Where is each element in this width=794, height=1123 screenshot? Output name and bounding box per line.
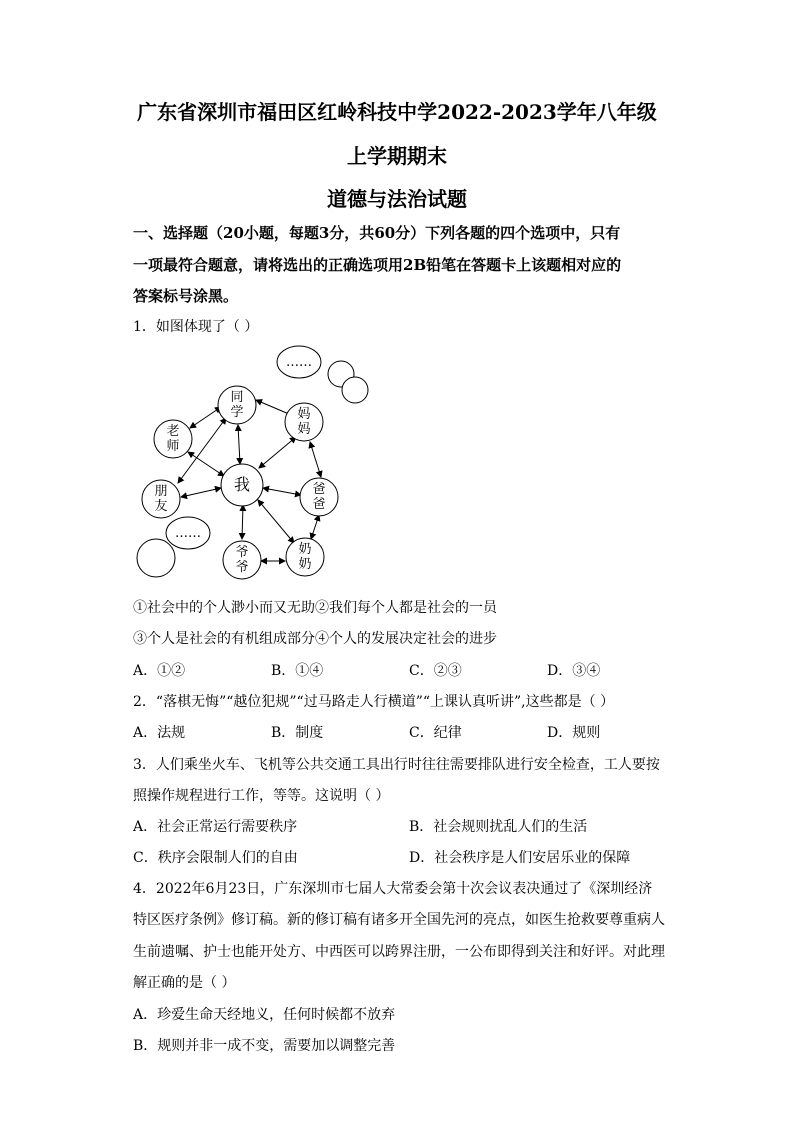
q4-stem-line3: 生前遗嘱、护士也能开处方、中西医可以跨界注册，一公布即得到关注和好评。对此理 (133, 944, 665, 960)
node-tongxue-label: 学 (230, 405, 244, 420)
arrow-wo-pengyou (181, 488, 221, 497)
q3-stem-line1: 3．人们乘坐火车、飞机等公共交通工具出行时往往需要排队进行安全检查，工人要按 (133, 757, 660, 773)
q2-option-b: B．制度 (271, 725, 324, 741)
q4-stem-line4: 解正确的是（ ） (133, 975, 236, 991)
node-yeye-label: 爷 (235, 560, 249, 575)
exam-title-line2: 上学期期末 (347, 144, 447, 168)
node-pengyou-label: 朋 (154, 484, 168, 499)
node-wo-label: 我 (233, 475, 251, 494)
q3-stem-line2: 照操作规程进行工作，等等。这说明（ ） (133, 788, 390, 804)
arrow-wo-baba (263, 488, 301, 495)
q3-option-b: B．社会规则扰乱人们的生活 (409, 819, 588, 835)
section-instruction-line2: 一项最符合题意，请将选出的正确选项用2B铅笔在答题卡上该题相对应的 (133, 256, 622, 274)
q3-option-c: C．秩序会限制人们的自由 (133, 850, 298, 866)
node-laoshi-label: 师 (166, 439, 180, 454)
q1-option-a: A．①② (133, 663, 186, 679)
q4-stem-line1: 4．2022年6月23日，广东深圳市七届人大常委会第十次会议表决通过了《深圳经济 (133, 881, 653, 897)
node-yeye-label: 爷 (235, 545, 249, 560)
q1-statements-line1: ①社会中的个人渺小而又无助②我们每个人都是社会的一员 (133, 600, 497, 616)
relationship-diagram (133, 340, 373, 580)
node-mama-label: 妈 (297, 422, 311, 437)
q1-option-b: B．①④ (271, 663, 324, 679)
arrow-baba-nainai (311, 515, 319, 539)
arrow-wo-nainai (258, 500, 294, 543)
arrow-mama-baba (310, 442, 321, 477)
q1-statements-line2: ③个人是社会的有机组成部分④个人的发展决定社会的进步 (133, 631, 497, 647)
q2-option-c: C．纪律 (409, 725, 462, 741)
node-laoshi-label: 老 (166, 424, 180, 439)
q2-option-d: D．规则 (547, 725, 601, 741)
exam-title-line1: 广东省深圳市福田区红岭科技中学2022-2023学年八年级 (137, 100, 657, 124)
arrow-laoshi-tongxue (190, 407, 221, 428)
arrow-wo-yeye (242, 505, 243, 539)
arrow-wo-tongxue (238, 425, 240, 464)
node-nainai-label: 奶 (298, 557, 312, 572)
q1-option-d: D．③④ (547, 663, 601, 679)
q2-option-a: A．法规 (133, 725, 186, 741)
q4-option-a: A．珍爱生命天经地义，任何时候都不放弃 (133, 1007, 396, 1023)
arrow-wo-laoshi (188, 452, 224, 476)
bubble-bottom (137, 539, 175, 577)
node-pengyou-label: 友 (154, 499, 168, 514)
node-baba-label: 爸 (312, 482, 326, 497)
section-instruction-line3: 答案标号涂黑。 (133, 287, 239, 305)
q1-stem: 1．如图体现了（ ） (133, 319, 259, 335)
node-baba-label: 爸 (312, 497, 326, 512)
q3-option-d: D．社会秩序是人们安居乐业的保障 (409, 850, 631, 866)
q3-option-a: A．社会正常运行需要秩序 (133, 819, 298, 835)
section-instruction-line1: 一、选择题（20小题，每题3分，共60分）下列各题的四个选项中，只有 (133, 224, 621, 242)
q4-option-b: B．规则并非一成不变，需要加以调整完善 (133, 1038, 396, 1054)
q4-stem-line2: 特区医疗条例》修订稿。新的修订稿有诸多开全国先河的亮点，如医生抢救要尊重病人 (133, 912, 665, 928)
node-mama-label: 妈 (297, 407, 311, 422)
node-tongxue-label: 同 (230, 390, 244, 405)
ellipsis-bottom-text: …… (175, 526, 201, 541)
exam-subject: 道德与法治试题 (327, 187, 467, 211)
ellipsis-top-text: …… (286, 355, 312, 370)
q1-option-c: C．②③ (409, 663, 462, 679)
q2-stem: 2．“落棋无悔”“越位犯规”“过马路走人行横道”“上课认真听讲”,这些都是（ ） (133, 694, 615, 710)
node-nainai-label: 奶 (298, 542, 312, 557)
bubble-top-2 (342, 377, 368, 403)
arrow-wo-mama (259, 437, 296, 468)
